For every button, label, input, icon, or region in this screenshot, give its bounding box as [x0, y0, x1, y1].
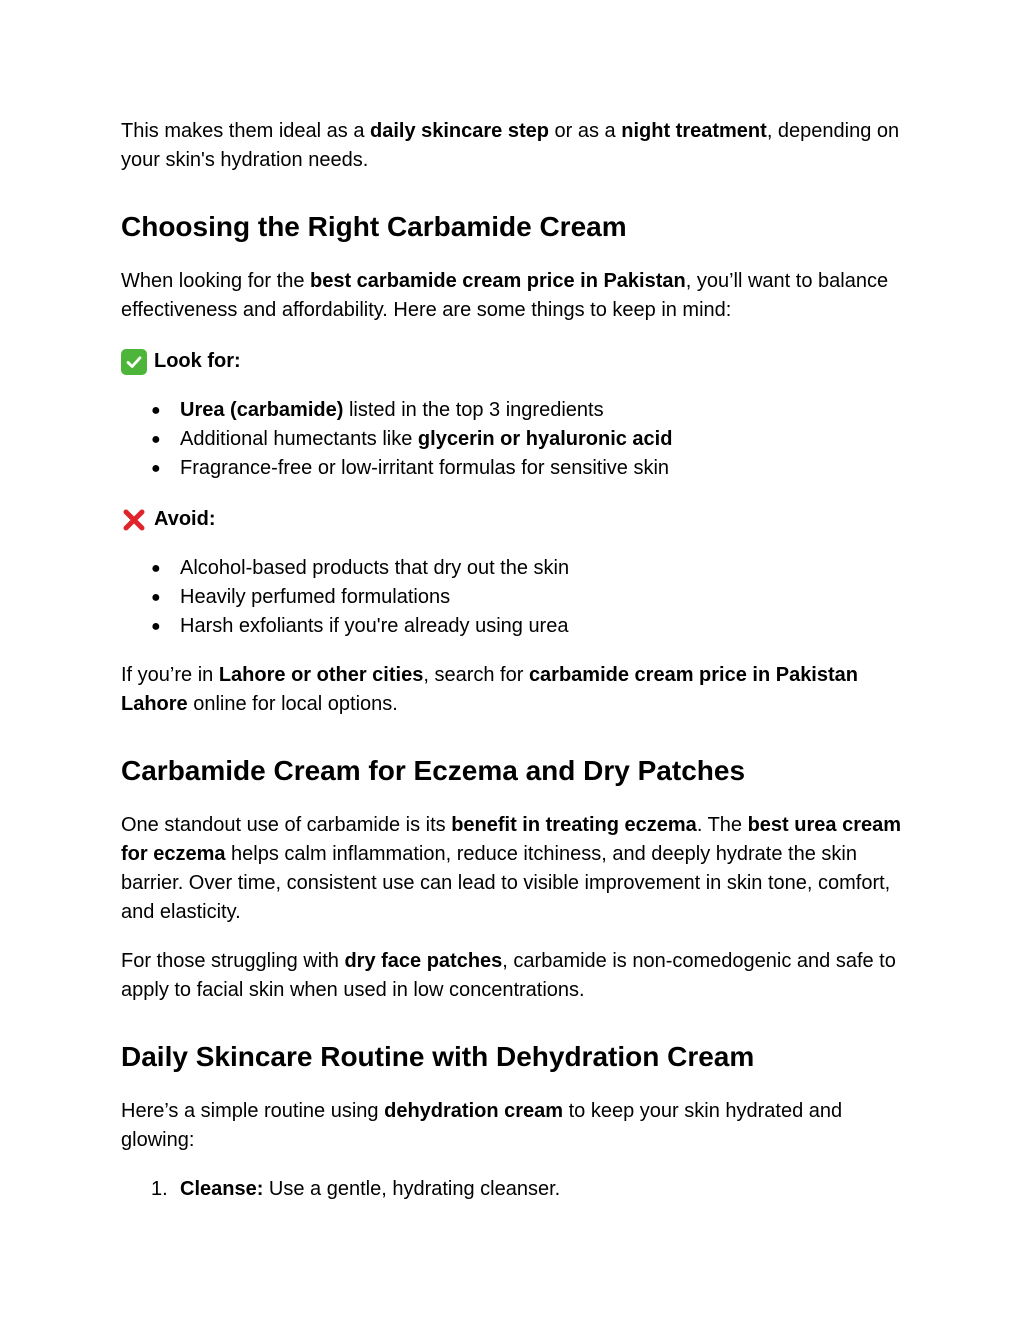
- look-for-label: Look for:: [154, 350, 241, 372]
- avoid-label: Avoid:: [154, 508, 216, 530]
- list-item-text: Additional humectants like: [180, 428, 418, 450]
- list-item: [121, 1175, 911, 1204]
- routine-paragraph: [121, 1097, 911, 1155]
- eczema-bold-2: best urea cream for eczema: [121, 814, 902, 865]
- cross-mark-icon: [121, 507, 147, 533]
- intro-bold-1: daily skincare step: [370, 120, 549, 142]
- eczema2-text-2: , carbamide is non-comedogenic and safe to apply to facial skin when used in low concentrations.: [121, 950, 896, 1001]
- document-page: [121, 117, 911, 1204]
- choosing-text-2: , you’ll want to balance effectiveness and affordability. Here are some things to keep in mind:: [121, 270, 889, 321]
- look-for-list: [121, 396, 911, 483]
- list-item-bold: glycerin or hyaluronic acid: [417, 428, 673, 450]
- lahore-text-3: online for local options.: [187, 693, 398, 715]
- list-item: [121, 396, 911, 425]
- list-item-bold: Urea (carbamide): [180, 399, 344, 421]
- list-item-text: listed in the top 3 ingredients: [343, 399, 604, 421]
- eczema-text-2: . The: [696, 814, 748, 836]
- routine-heading: Daily Skincare Routine with Dehydration Cream: [121, 1041, 755, 1072]
- check-mark-icon: [121, 349, 147, 375]
- choosing-paragraph: [121, 267, 911, 325]
- routine-text-2: to keep your skin hydrated and glowing:: [121, 1100, 843, 1151]
- list-item: ● Heavily perfumed formulations: [121, 583, 911, 612]
- eczema-text-1: One standout use of carbamide is its: [121, 814, 452, 836]
- list-item: ● Harsh exfoliants if you're already using urea: [121, 612, 911, 641]
- eczema-bold-1: benefit in treating eczema: [451, 814, 697, 836]
- eczema2-text-1: For those struggling with: [121, 950, 345, 972]
- intro-paragraph: [121, 117, 911, 175]
- routine-steps-list: [121, 1175, 911, 1204]
- lahore-paragraph: [121, 661, 911, 719]
- intro-text-1: This makes them ideal as a: [121, 120, 370, 142]
- intro-bold-2: night treatment: [621, 120, 767, 142]
- intro-text-3: , depending on your skin's hydration needs.: [121, 120, 900, 171]
- lahore-bold-2: carbamide cream price in Pakistan Lahore: [121, 664, 858, 715]
- routine-text-1: Here’s a simple routine using: [121, 1100, 385, 1122]
- eczema-paragraph-1: [121, 811, 911, 927]
- list-item: [121, 454, 911, 483]
- eczema-heading: Carbamide Cream for Eczema and Dry Patches: [121, 755, 746, 786]
- look-for-subheading: [121, 347, 911, 376]
- list-item: ● Alcohol-based products that dry out the skin: [121, 554, 911, 583]
- list-item: [121, 425, 911, 454]
- eczema-text-3: helps calm inflammation, reduce itchiness, and deeply hydrate the skin barrier. Over time, consistent use can lead to visible improvement in skin tone, comfort, and elasticity.: [121, 843, 891, 923]
- step-text: Use a gentle, hydrating cleanser.: [263, 1178, 561, 1200]
- lahore-text-2: , search for: [423, 664, 529, 686]
- intro-text-2: or as a: [548, 120, 622, 142]
- avoid-subheading: [121, 505, 911, 534]
- choosing-heading: Choosing the Right Carbamide Cream: [121, 211, 627, 242]
- eczema2-bold-1: dry face patches: [344, 950, 503, 972]
- routine-bold-1: dehydration cream: [384, 1100, 564, 1122]
- choosing-text-1: When looking for the: [121, 270, 310, 292]
- step-bold: Cleanse:: [180, 1178, 264, 1200]
- eczema-paragraph-2: [121, 947, 911, 1005]
- avoid-list: [121, 554, 911, 641]
- step-number: 1.: [151, 1178, 168, 1200]
- choosing-bold-1: best carbamide cream price in Pakistan: [310, 270, 686, 292]
- lahore-text-1: If you’re in: [121, 664, 219, 686]
- lahore-bold-1: Lahore or other cities: [218, 664, 424, 686]
- list-item-text: Fragrance-free or low-irritant formulas for sensitive skin: [180, 457, 670, 479]
